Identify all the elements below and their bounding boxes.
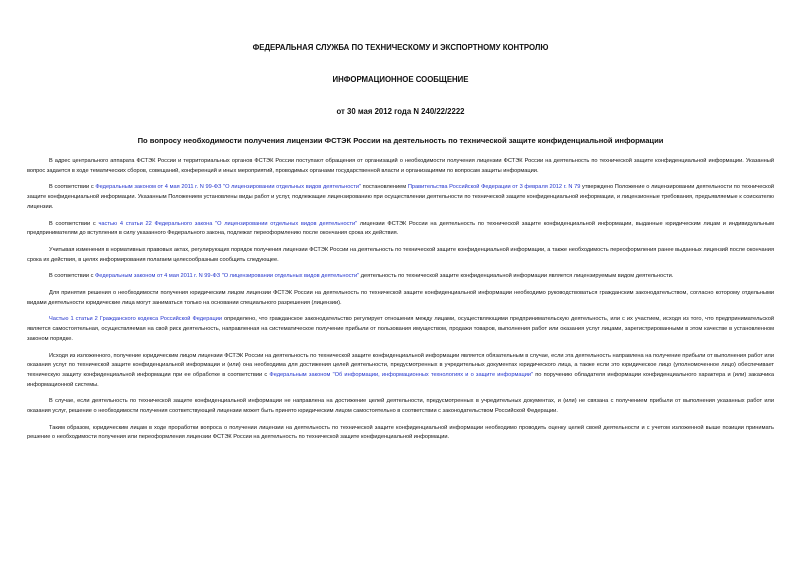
link-federal-law-99fz[interactable]: Федеральным законом от 4 мая 2011 г. N 99-ФЗ "О лицензировании отдельных видов деятельности" xyxy=(95,184,361,191)
paragraph-text: В соответствии с xyxy=(49,220,99,227)
paragraph-10 xyxy=(27,424,774,443)
paragraph-2 xyxy=(27,183,774,212)
paragraph-6 xyxy=(27,289,774,308)
paragraph-4 xyxy=(27,246,774,265)
paragraph-3 xyxy=(27,220,774,239)
document-body xyxy=(27,157,774,443)
document-subject: По вопросу необходимости получения лицензии ФСТЭК России на деятельность по технической защите конфиденциальной информации xyxy=(137,136,664,145)
paragraph-text: В соответствии с xyxy=(49,273,96,280)
document-type: ИНФОРМАЦИОННОЕ СООБЩЕНИЕ xyxy=(332,75,469,84)
link-civil-code-article-2[interactable]: Частью 1 статьи 2 Гражданского кодекса Российской Федерации xyxy=(49,316,222,323)
paragraph-text: Учитывая изменения в нормативных правовых актах, регулирующих порядок получения лицензии ФСТЭК России на деятельность по технической защите конфиденциальной информации, а также необходимость переоформления ранее выданных лицензий после окончания срока их действия, в целях информирования полагаем целесообразным сообщить следующее. xyxy=(27,246,774,263)
paragraph-text: по поручению обладателя информации конфиденциального характера и (или) заказчика информационной системы. xyxy=(27,371,775,388)
link-government-decree-79[interactable]: Правительства Российской Федерации от 3 февраля 2012 г. N 79 xyxy=(407,184,581,191)
paragraph-text: определено, что гражданское законодательство регулирует отношения между лицами, осуществляющими предпринимательскую деятельность, или с их участием, исходя из того, что предпринимательской является самостоятельная, осуществляемая на свой риск деятельность, направленная на систематическое получение прибыли от пользования имуществом, продажи товаров, выполнения работ или оказания услуг лицами, зарегистрированными в этом качестве в установленном законом порядке. xyxy=(27,316,774,342)
paragraph-text: В случае, если деятельность по технической защите конфиденциальной информации не направлена на достижение целей деятельности, предусмотренных в учредительных документах, и (или) не связана с получением прибыли от выполнения указанных работ или оказания услуг, решение о необходимости получения соответствующей лицензии может быть принято юридическим лицом самостоятельно в соответствии с законодательством Российской Федерации. xyxy=(27,398,774,415)
paragraph-text: Исходя из изложенного, получение юридическим лицом лицензии ФСТЭК России на деятельность по технической защите конфиденциальной информации является обязательным в случае, если эта деятельность направлена на получение прибыли от выполнения работ или оказания услуг по технической защите конфиденциальной информации и (или) она необходима для достижения целей деятельности, предусмотренных в учредительных документах юридического лица, а также если это юридическое лицо (уполномоченное лицо) обеспечивает техническую защиту конфиденциальной информации при ее обработке в соответствии с xyxy=(27,352,774,378)
paragraph-9 xyxy=(27,397,774,416)
paragraph-8 xyxy=(27,352,774,391)
paragraph-text: постановлением xyxy=(360,184,408,191)
paragraph-text: Таким образом, юридическим лицам в ходе проработки вопроса о получении лицензии на деятельность по технической защите конфиденциальной информации необходимо проводить оценку целей своей деятельности и с учетом изложенной выше позиции принимать решение о необходимости получения или переоформления лицензии ФСТЭК России на деятельность по технической защите конфиденциальной информации. xyxy=(27,424,774,441)
paragraph-text: В соответствии с xyxy=(49,184,96,191)
agency-title: ФЕДЕРАЛЬНАЯ СЛУЖБА ПО ТЕХНИЧЕСКОМУ И ЭКСПОРТНОМУ КОНТРОЛЮ xyxy=(252,43,549,52)
paragraph-text: утверждено Положение о лицензировании деятельности по технической защите конфиденциальной информации. Указанным Положением установлены виды работ и услуг, подлежащие лицензированию при осуществлении деятельности по технической защите конфиденциальной информации, и лицензионные требования, предъявляемые к соискателю лицензии. xyxy=(27,184,774,210)
paragraph-text: Для принятия решения о необходимости получения юридическим лицом лицензии ФСТЭК России на деятельность по технической защите конфиденциальной информации необходимо руководствоваться гражданским законодательством, согласно которому отдельными видами деятельности юридические лица могут заниматься только на основании специального разрешения (лицензии). xyxy=(27,290,774,306)
paragraph-1 xyxy=(27,157,774,176)
link-federal-law-99fz[interactable]: Федеральным законом от 4 мая 2011 г. N 99-ФЗ "О лицензировании отдельных видов деятельности" xyxy=(95,273,360,280)
link-article-22-part-4[interactable]: частью 4 статьи 22 Федерального закона "О лицензировании отдельных видов деятельности" xyxy=(98,220,358,227)
paragraph-text: лицензии ФСТЭК России на деятельность по технической защите конфиденциальной информации, выданные юридическим лицам и индивидуальным предпринимателям до вступления в силу указанного Федерального закона, подлежат переоформлению после окончания срока их действия. xyxy=(27,220,775,237)
document-date: от 30 мая 2012 года N 240/22/2222 xyxy=(336,107,465,116)
paragraph-5 xyxy=(27,272,774,282)
paragraph-text: В адрес центрального аппарата ФСТЭК России и территориальных органов ФСТЭК России поступают обращения от организаций о необходимости получения лицензии ФСТЭК России на деятельность по технической защите конфиденциальной информации. Указанный вопрос задается в ходе тематических сборов, совещаний, конференций и иных мероприятий, проводимых органами государственной власти и организациями по вопросам защиты информации. xyxy=(27,158,774,174)
link-federal-law-on-information[interactable]: Федеральным законом "Об информации, информационных технологиях и о защите информации" xyxy=(269,371,534,378)
paragraph-text: деятельность по технической защите конфиденциальной информации является лицензируемым видом деятельности. xyxy=(359,273,674,280)
paragraph-7 xyxy=(27,315,774,344)
